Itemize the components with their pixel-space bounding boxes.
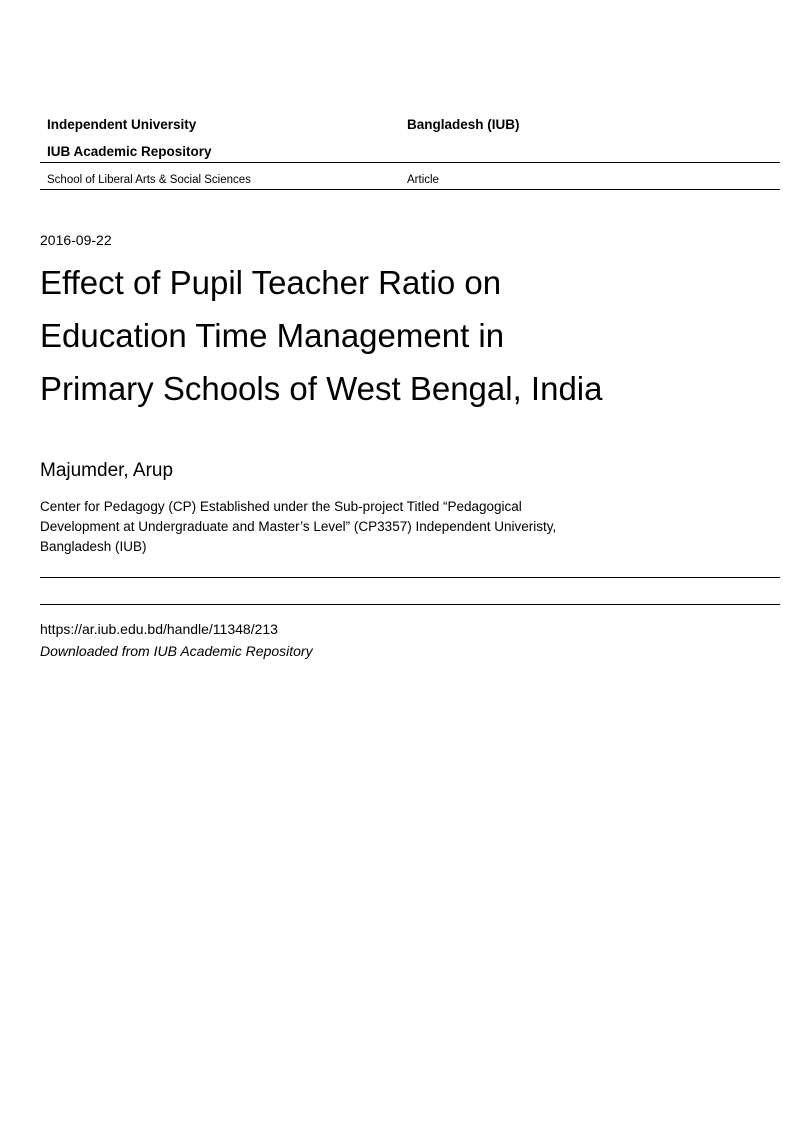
affiliation-line: Center for Pedagogy (CP) Established under the Sub-project Titled “Pedagogical: [40, 499, 522, 514]
school-name: School of Liberal Arts & Social Sciences: [47, 174, 251, 186]
author-name: Majumder, Arup: [40, 460, 174, 481]
affiliation-line: Bangladesh (IUB): [40, 539, 147, 554]
article-title: [40, 256, 602, 415]
header-rule-bottom: [40, 189, 780, 190]
affiliation-line: Development at Undergraduate and Master’s Level” (CP3357) Independent Univeristy,: [40, 519, 557, 534]
institution-country: Bangladesh (IUB): [407, 117, 520, 132]
institution-name: Independent University: [47, 117, 197, 132]
header-rule-top: [40, 162, 780, 163]
item-type: Article: [407, 174, 439, 186]
title-line: Education Time Management in: [40, 317, 505, 354]
section-rule-bottom: [40, 604, 780, 605]
downloaded-note: Downloaded from IUB Academic Repository: [40, 643, 313, 659]
author-affiliation: [40, 497, 556, 557]
handle-link[interactable]: https://ar.iub.edu.bd/handle/11348/213: [40, 621, 278, 637]
repository-name: IUB Academic Repository: [47, 144, 212, 159]
title-line: Effect of Pupil Teacher Ratio on: [40, 264, 502, 301]
section-rule-top: [40, 577, 780, 578]
publication-date: 2016-09-22: [40, 232, 112, 248]
title-line: Primary Schools of West Bengal, India: [40, 370, 603, 407]
